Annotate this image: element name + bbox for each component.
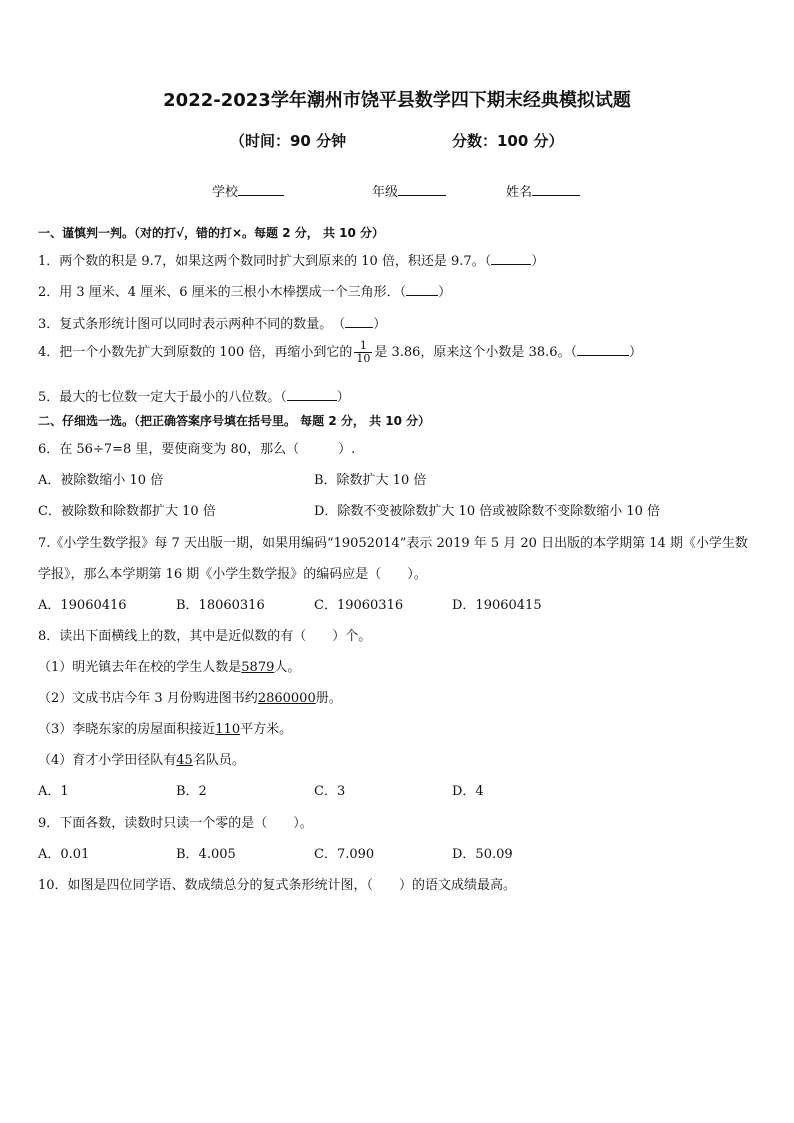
question-3-close: ） [373,317,387,332]
name-field [506,181,580,200]
question-4-text-post: 是 3.86，原来这个小数是 38.6。（ [374,345,578,360]
item-4-suffix: 名队员。 [192,753,245,768]
question-7-option-d: D．19060415 [452,598,542,613]
exam-title: 2022-2023学年潮州市饶平县数学四下期末经典模拟试题 [163,90,631,111]
question-1 [38,250,544,269]
grade-blank [398,183,446,196]
question-8-option-a: A．1 [38,784,69,799]
question-8: 8．读出下面横线上的数，其中是近似数的有（ ）个。 [38,629,372,644]
question-9-option-b: B．4.005 [176,847,236,862]
name-label: 姓名 [506,185,533,200]
answer-blank-5 [287,388,337,401]
item-2-number: 2860000 [257,691,316,706]
question-4-text-pre: 4．把一个小数先扩大到原数的 100 倍，再缩小到它的 [38,345,353,360]
question-8-item-1 [38,656,300,675]
answer-blank-2 [406,283,438,296]
section2-heading: 二、仔细选一选。（把正确答案序号填在括号里。 每题 2 分， 共 10 分） [38,414,431,428]
question-8-item-2 [38,687,342,706]
grade-field [372,181,446,200]
grade-label: 年级 [372,185,399,200]
question-9-option-c: C．7.090 [314,847,375,862]
item-2-text: （2）文成书店今年 3 月份购进图书约 [38,691,258,706]
question-8-option-b: B．2 [176,784,207,799]
question-5-close: ） [336,390,350,405]
school-blank [238,183,284,196]
question-9-option-a: A．0.01 [38,847,90,862]
question-6-option-c: C．被除数和除数都扩大 10 倍 [38,504,216,519]
question-8-item-3 [38,718,292,737]
item-3-text: （3）李晓东家的房屋面积接近 [38,722,216,737]
question-2-close: ） [438,285,452,300]
question-1-text: 1．两个数的积是 9.7，如果这两个数同时扩大到原来的 10 倍，积还是 9.7。（ [38,254,492,269]
school-label: 学校 [212,185,239,200]
question-8-option-c: C．3 [314,784,346,799]
section1-heading: 一、谨慎判一判。（对的打√，错的打×。每题 2 分， 共 10 分） [38,226,384,240]
answer-blank-4 [577,343,629,356]
question-3 [38,313,386,332]
question-10: 10．如图是四位同学语、数成绩总分的复式条形统计图，（ ）的语文成绩最高。 [38,878,517,893]
question-7-line-2: 学报》，那么本学期第 16 期《小学生数学报》的编码应是（ ）。 [38,567,427,582]
question-2 [38,281,451,300]
question-6-option-d: D．除数不变被除数扩大 10 倍或被除数不变除数缩小 10 倍 [314,504,661,519]
question-7-option-c: C．19060316 [314,598,404,613]
item-3-number: 110 [215,722,241,737]
question-9: 9．下面各数，读数时只读一个零的是（ ）。 [38,816,313,831]
question-7-line-1: 7.《小学生数学报》每 7 天出版一期，如果用编码“19052014”表示 2019 年 5 月 20 日出版的本学期第 14 期《小学生数 [38,536,748,551]
item-1-text: （1）明光镇去年在校的学生人数是 [38,660,242,675]
item-4-text: （4）育才小学田径队有 [38,753,177,768]
question-6-option-a: A．被除数缩小 10 倍 [38,473,164,488]
question-4-close: ） [629,345,643,360]
question-6-option-b: B．除数扩大 10 倍 [314,473,427,488]
answer-blank-3 [345,315,373,328]
school-field [212,181,284,200]
answer-blank-1 [491,252,531,265]
question-6: 6．在 56÷7=8 里，要使商变为 80，那么（ ）. [38,442,356,457]
item-4-number: 45 [176,753,193,768]
time-label: （时间：90 分钟 [230,132,347,150]
question-7-option-b: B．18060316 [176,598,265,613]
name-blank [532,183,580,196]
question-9-option-d: D．50.09 [452,847,513,862]
fraction-numerator: 1 [354,340,372,353]
score-label: 分数：100 分） [452,132,564,150]
fraction-denominator: 10 [356,352,371,365]
fraction-one-tenth [354,340,372,365]
question-3-text: 3．复式条形统计图可以同时表示两种不同的数量。 （ [38,317,346,332]
question-7-option-a: A．19060416 [38,598,127,613]
item-3-suffix: 平方米。 [240,722,293,737]
question-5 [38,386,350,405]
question-8-item-4 [38,749,245,768]
question-1-close: ） [531,254,545,269]
question-4 [38,340,642,365]
question-5-text: 5．最大的七位数一定大于最小的八位数。（ [38,390,287,405]
item-1-suffix: 人。 [274,660,301,675]
question-2-text: 2．用 3 厘米、4 厘米、6 厘米的三根小木棒摆成一个三角形．（ [38,285,407,300]
item-2-suffix: 册。 [315,691,342,706]
question-8-option-d: D．4 [452,784,484,799]
item-1-number: 5879 [241,660,275,675]
